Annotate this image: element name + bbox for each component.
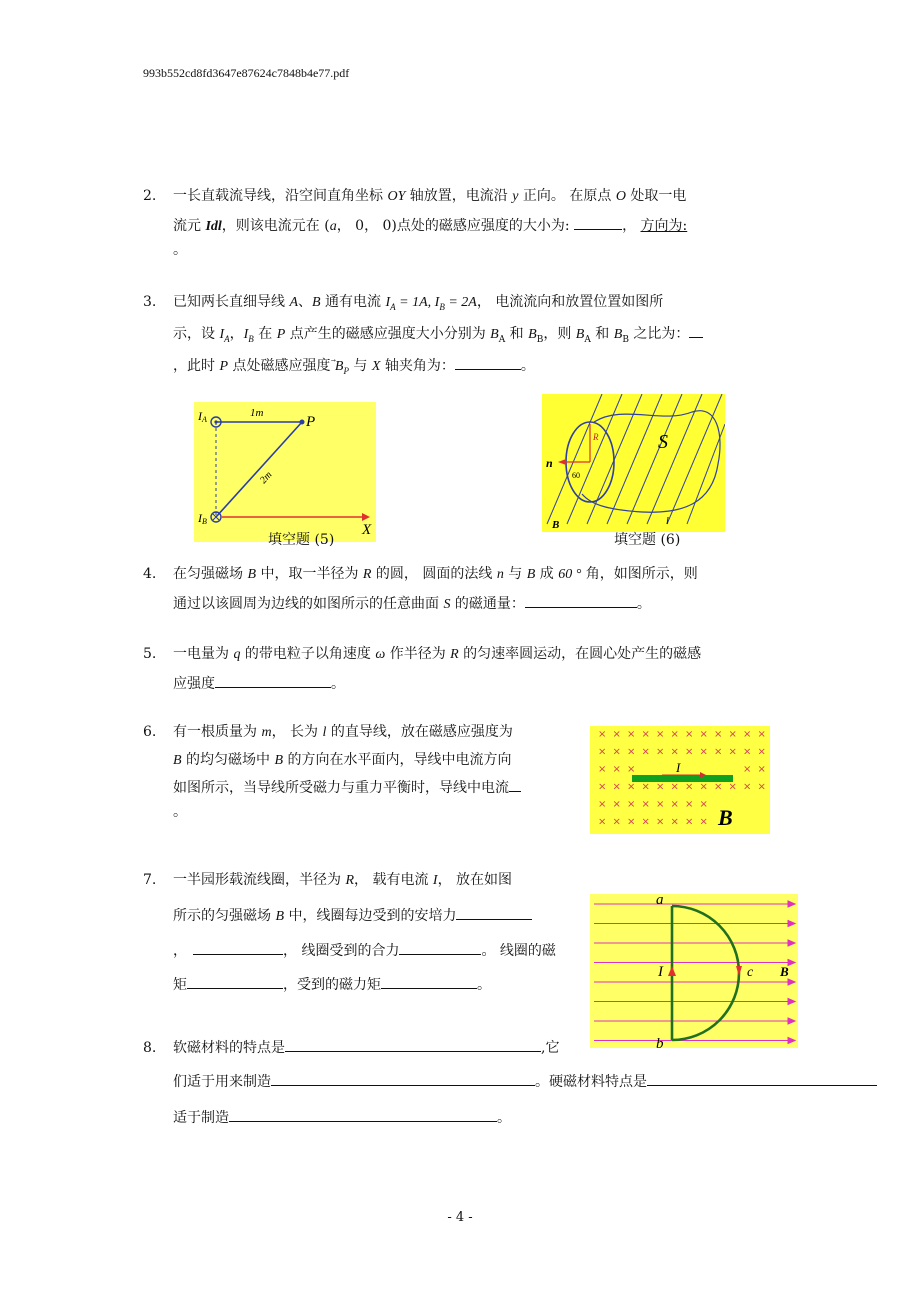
q8-line-3: 适于制造 。 [173, 1102, 511, 1134]
q3-line-1: 已知两长直细导线 A、B 通有电流 $I_A = 1A$, $I_B = 2A$， 电流流向和放置位置如图所 [173, 294, 664, 312]
field-cross-icon: × [627, 764, 636, 775]
fig6-label-n: n [546, 456, 553, 470]
field-cross-icon: × [685, 729, 694, 740]
field-cross-icon: × [656, 746, 665, 758]
field-cross-icon: × [757, 729, 766, 740]
q2-line-3: 。 [173, 242, 187, 258]
field-cross-icon: × [598, 764, 607, 775]
field-cross-icon: × [612, 781, 621, 793]
field-cross-icon: × [699, 729, 708, 740]
field-cross-icon: × [612, 746, 621, 758]
field-cross-icon: × [598, 816, 607, 828]
field-cross-icon: × [699, 746, 708, 758]
fig5-label-2m: 2m [258, 469, 275, 487]
q5-line-2: 应强度 。 [173, 668, 345, 700]
field-cross-icon: × [685, 781, 694, 793]
field-cross-icon: × [743, 764, 752, 775]
q6-line-1: 有一根质量为 m， 长为 l 的直导线，放在磁感应强度为 [173, 724, 513, 740]
q3-line-2: 示，设 $I_A$，$I_B$ 在 P 点产生的磁感应强度大小分别为 $B_A$ 和 $B_B$，则 $B_A$ 和 $B_B$ 之比为： [173, 318, 703, 356]
file-name-header: 993b552cd8fd3647e87624c7848b4e77.pdf [143, 66, 350, 80]
fig6-label-r: R [593, 432, 599, 442]
q7-line-2: 所示的匀强磁场 B 中，线圈每边受到的安培力 [173, 900, 532, 933]
fig-q7-label-field: B [780, 964, 789, 979]
fig-q7-label-a: a [656, 892, 664, 908]
q6-answer-blank[interactable] [509, 777, 521, 792]
q7-answer-blank-4[interactable] [187, 974, 283, 989]
figure-5-diagram [194, 402, 376, 542]
q3-answer-blank-1[interactable] [689, 323, 703, 338]
q7-number: 7. [143, 872, 157, 888]
field-cross-icon: × [656, 729, 665, 740]
q6-line-3: 如图所示，当导线所受磁力与重力平衡时，导线中电流 [173, 772, 521, 804]
q6-line-2: B 的均匀磁场中 B 的方向在水平面内，导线中电流方向 [173, 752, 512, 768]
field-cross-icon: × [670, 781, 679, 793]
field-cross-icon: × [627, 781, 636, 793]
fig-q6-label-b: B [718, 805, 733, 830]
field-cross-icon: × [612, 729, 621, 740]
field-cross-icon: × [598, 746, 607, 758]
q2-answer-blank-1[interactable] [574, 215, 622, 230]
fig6-label-60: 60 [572, 471, 580, 480]
q2-line-2: 流元 Idl，则该电流元在 (a， 0， 0)点处的磁感应强度的大小为: ， 方向为: [173, 210, 687, 243]
figure-5-caption: 填空题 (5) [268, 532, 335, 548]
field-cross-icon: × [757, 746, 766, 758]
field-cross-icon: × [612, 799, 621, 810]
fig-q6-label-i: I [676, 760, 681, 775]
q7-answer-blank-3[interactable] [399, 940, 481, 955]
q4-answer-blank[interactable] [525, 593, 637, 608]
q7-line-4: 矩 ，受到的磁力矩 。 [173, 969, 491, 1001]
q4-line-2: 通过以该圆周为边线的如图所示的任意曲面 S 的磁通量： 。 [173, 588, 651, 621]
figure-6-caption: 填空题 (6) [614, 532, 681, 548]
field-cross-icon: × [598, 729, 607, 740]
fig5-label-ib: IB [198, 511, 207, 526]
field-cross-icon: × [598, 799, 607, 810]
field-cross-icon: × [743, 746, 752, 758]
q4-line-1: 在匀强磁场 B 中，取一半径为 R 的圆， 圆面的法线 n 与 B 成 60 ° 角，如图所示，则 [173, 566, 698, 582]
q8-answer-blank-4[interactable] [229, 1107, 497, 1122]
field-cross-icon: × [641, 799, 650, 810]
q6-line-4: 。 [173, 804, 187, 820]
field-cross-icon: × [714, 781, 723, 793]
q8-number: 8. [143, 1040, 157, 1056]
field-cross-icon: × [685, 799, 694, 810]
field-cross-icon: × [757, 764, 766, 775]
field-cross-icon: × [656, 781, 665, 793]
figure-6-diagram [542, 394, 725, 532]
q6-number: 6. [143, 724, 157, 740]
q2-direction-label: 方向为: [640, 218, 688, 234]
q7-answer-blank-5[interactable] [381, 974, 477, 989]
q7-line-3: ， ， 线圈受到的合力 。 线圈的磁 [173, 935, 556, 967]
field-cross-icon: × [743, 729, 752, 740]
field-cross-icon: × [728, 746, 737, 758]
field-cross-icon: × [598, 781, 607, 793]
q8-answer-blank-1[interactable] [285, 1037, 541, 1052]
q7-answer-blank-2[interactable] [193, 940, 283, 955]
field-cross-icon: × [699, 799, 708, 810]
field-cross-icon: × [670, 729, 679, 740]
q5-answer-blank[interactable] [215, 673, 331, 688]
field-cross-icon: × [641, 816, 650, 828]
field-cross-icon: × [670, 816, 679, 828]
field-cross-icon: × [656, 816, 665, 828]
field-cross-icon: × [670, 746, 679, 758]
field-cross-icon: × [685, 816, 694, 828]
q3-line-3: ，此时 P 点处磁感应强度 $B_P$ 与 X 轴夹角为： 。 [173, 350, 535, 388]
field-cross-icon: × [627, 816, 636, 828]
fig5-label-1m: 1m [250, 407, 264, 419]
field-cross-icon: × [627, 746, 636, 758]
q7-line-1: 一半园形载流线圈，半径为 R， 载有电流 I， 放在如图 [173, 872, 513, 888]
field-cross-icon: × [728, 781, 737, 793]
q3-number: 3. [143, 294, 157, 310]
fig-q7-label-b: b [656, 1036, 664, 1050]
fig6-label-s: S [658, 431, 668, 453]
fig5-label-x: X [362, 522, 372, 538]
field-cross-icon: × [714, 746, 723, 758]
figure-q7-diagram [590, 890, 798, 1050]
fig5-label-p: P [306, 414, 316, 430]
q4-number: 4. [143, 566, 157, 582]
fig6-label-b: B [552, 519, 560, 531]
figure-q6-diagram [590, 726, 770, 834]
fig-q7-label-c: c [747, 965, 754, 980]
field-cross-icon: × [685, 746, 694, 758]
fig5-label-ia: IA [198, 409, 207, 424]
field-cross-icon: × [699, 816, 708, 828]
fig6-label-l: l [666, 516, 669, 527]
field-cross-icon: × [728, 729, 737, 740]
q5-number: 5. [143, 646, 157, 662]
field-cross-icon: × [714, 729, 723, 740]
field-cross-icon: × [627, 729, 636, 740]
field-cross-icon: × [757, 781, 766, 793]
field-cross-icon: × [670, 799, 679, 810]
fig-q7-background [590, 894, 798, 1048]
field-cross-icon: × [641, 729, 650, 740]
page-number: - 4 - [447, 1210, 473, 1225]
field-cross-icon: × [612, 764, 621, 775]
q2-number: 2. [143, 188, 157, 204]
fig-q7-label-i: I [658, 964, 663, 980]
q8-answer-blank-3[interactable] [647, 1071, 877, 1086]
fig-q6-wire [632, 775, 733, 782]
field-cross-icon: × [699, 781, 708, 793]
field-cross-icon: × [656, 799, 665, 810]
field-cross-icon: × [612, 816, 621, 828]
fig5-point-p [300, 420, 305, 425]
field-cross-icon: × [641, 746, 650, 758]
q2-line-1: 一长直载流导线，沿空间直角坐标 OY 轴放置，电流沿 y 正向。 在原点 O 处取一电 [173, 188, 687, 204]
q5-line-1: 一电量为 q 的带电粒子以角速度 ω 作半径为 R 的匀速率圆运动，在圆心处产生的磁感 [173, 646, 702, 662]
field-cross-icon: × [627, 799, 636, 810]
q3-answer-blank-2[interactable] [455, 355, 521, 370]
field-cross-icon: × [641, 781, 650, 793]
fig5-current-out-dot [214, 420, 217, 423]
q8-answer-blank-2[interactable] [271, 1071, 535, 1086]
field-cross-icon: × [743, 781, 752, 793]
q8-line-1: 软磁材料的特点是 ,它 [173, 1032, 559, 1064]
q8-line-2: 们适于用来制造 。硬磁材料特点是 [173, 1066, 877, 1098]
q7-answer-blank-1[interactable] [456, 905, 532, 920]
